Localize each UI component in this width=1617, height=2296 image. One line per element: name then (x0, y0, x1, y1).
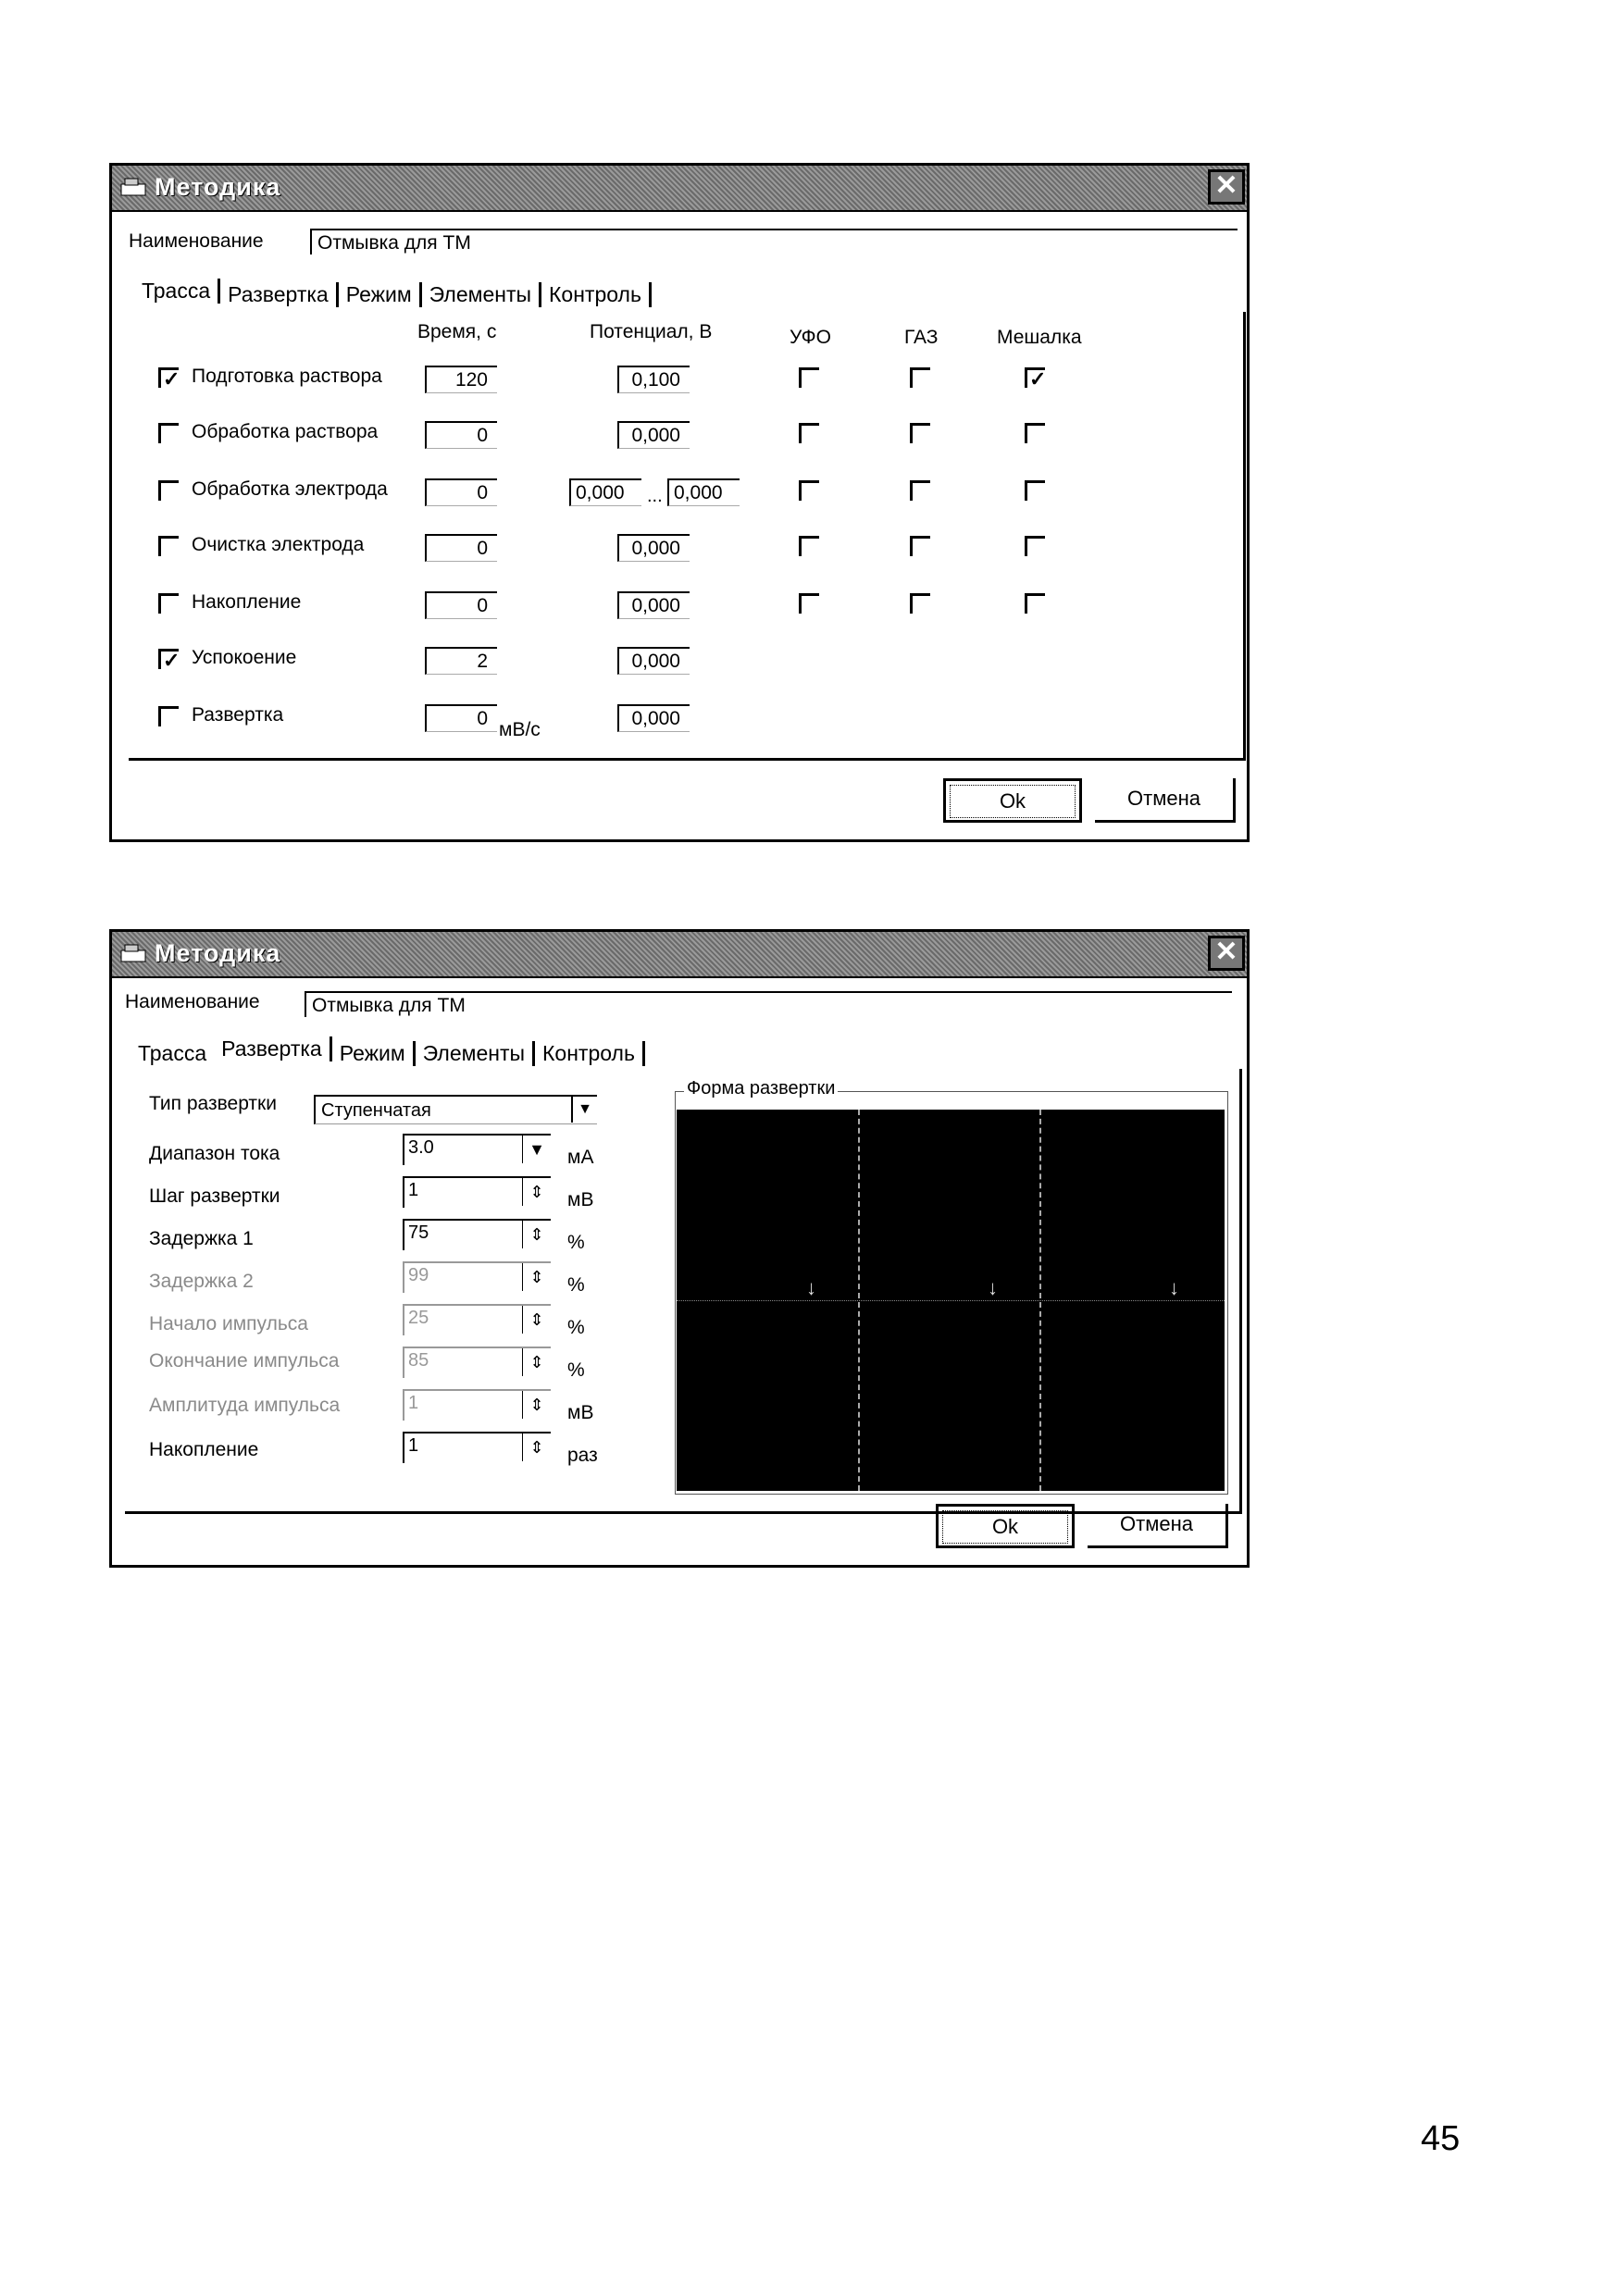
row-label: Обработка электрода (192, 478, 388, 500)
potential-from-field[interactable]: 0,000 (569, 478, 641, 506)
tab-trace[interactable]: Трасса (134, 279, 220, 304)
potential-field[interactable]: 0,000 (617, 534, 690, 562)
column-stirrer: Мешалка (997, 327, 1082, 348)
param-value: 85 (408, 1350, 429, 1371)
methodology-dialog-sweep (109, 929, 1250, 1568)
row-electrode-checkbox[interactable] (158, 480, 179, 501)
chevron-down-icon[interactable]: ▼ (571, 1097, 597, 1123)
app-icon (119, 943, 147, 963)
gas-checkbox[interactable] (910, 423, 930, 443)
param-label: Диапазон тока (149, 1143, 280, 1164)
gas-checkbox[interactable] (910, 367, 930, 388)
time-field[interactable]: 120 (425, 366, 497, 393)
param-unit: % (567, 1359, 585, 1381)
sweep-form-preview (677, 1110, 1225, 1491)
cancel-button[interactable]: Отмена (1095, 778, 1236, 823)
chevron-down-icon[interactable]: ▼ (522, 1136, 551, 1163)
range-separator: ... (647, 486, 663, 506)
param-value: 3.0 (408, 1137, 434, 1158)
name-input[interactable]: Отмывка для ТМ (305, 991, 582, 1017)
param-value: 25 (408, 1308, 429, 1328)
time-field[interactable]: 0 (425, 478, 497, 506)
window-title: Методика (155, 173, 281, 201)
row-label: Подготовка раствора (192, 366, 382, 387)
column-gas: ГАЗ (904, 327, 939, 348)
row-label: Накопление (192, 591, 302, 613)
time-field[interactable]: 2 (425, 647, 497, 675)
panel-border-right (1239, 1069, 1242, 1513)
param-label: Шаг развертки (149, 1185, 280, 1207)
param-unit: % (567, 1317, 585, 1338)
panel-border-bottom (129, 758, 1246, 761)
name-input-border (588, 229, 1238, 230)
column-ufo: УФО (790, 327, 831, 348)
row-label: Развертка (192, 704, 284, 726)
param-label: Задержка 1 (149, 1228, 254, 1249)
spinner-arrows-icon[interactable]: ⇕ (522, 1263, 551, 1291)
sweep-step-spinner[interactable] (403, 1176, 551, 1208)
param-value: 99 (408, 1265, 429, 1285)
baseline (677, 1300, 1225, 1301)
ok-button-label: Ok (942, 1510, 1068, 1544)
pulse-start-spinner[interactable] (403, 1304, 551, 1335)
row-cleaning-checkbox[interactable] (158, 536, 179, 556)
delay1-spinner[interactable] (403, 1219, 551, 1250)
name-input[interactable]: Отмывка для ТМ (310, 229, 588, 254)
ufo-checkbox[interactable] (799, 480, 819, 501)
param-label: Окончание импульса (149, 1350, 340, 1371)
stirrer-checkbox[interactable] (1025, 536, 1045, 556)
name-input-border (582, 991, 1232, 993)
param-unit: мВ (567, 1189, 594, 1210)
spinner-arrows-icon[interactable]: ⇕ (522, 1221, 551, 1248)
param-value: 75 (408, 1222, 429, 1243)
tab-elements[interactable]: Элементы (416, 1041, 535, 1066)
potential-field[interactable]: 0,000 (617, 704, 690, 732)
tab-elements[interactable]: Элементы (422, 282, 541, 307)
sweep-rate-field[interactable]: 0 (425, 704, 497, 732)
ufo-checkbox[interactable] (799, 536, 819, 556)
title-bar[interactable] (112, 166, 1247, 212)
window-title: Методика (155, 939, 281, 967)
param-label: Амплитуда импульса (149, 1395, 341, 1416)
methodology-dialog-trace (109, 163, 1250, 842)
tab-mode[interactable]: Режим (339, 282, 422, 307)
param-label: Задержка 2 (149, 1271, 254, 1292)
spinner-arrows-icon[interactable]: ⇕ (522, 1391, 551, 1419)
row-label: Обработка раствора (192, 421, 379, 442)
title-bar[interactable] (112, 932, 1247, 978)
spinner-arrows-icon[interactable]: ⇕ (522, 1348, 551, 1376)
param-unit: раз (567, 1445, 598, 1466)
row-settling-checkbox[interactable]: ✓ (158, 649, 179, 669)
potential-to-field[interactable]: 0,000 (667, 478, 740, 506)
name-label: Наименование (125, 991, 260, 1012)
pulse-end-spinner[interactable] (403, 1347, 551, 1378)
close-icon[interactable]: ✕ (1208, 936, 1245, 971)
sweep-type-select[interactable] (314, 1095, 597, 1124)
delay2-spinner[interactable] (403, 1261, 551, 1293)
potential-field[interactable]: 0,000 (617, 647, 690, 675)
potential-field[interactable]: 0,000 (617, 591, 690, 619)
potential-field[interactable]: 0,000 (617, 421, 690, 449)
arrow-down-icon: ↓ (806, 1276, 816, 1299)
tab-control[interactable]: Контроль (541, 282, 652, 307)
row-label: Очистка электрода (192, 534, 365, 555)
time-field[interactable]: 0 (425, 534, 497, 562)
column-time: Время, с (417, 321, 497, 342)
stirrer-checkbox[interactable] (1025, 423, 1045, 443)
row-solution-checkbox[interactable] (158, 423, 179, 443)
stirrer-checkbox[interactable] (1025, 480, 1045, 501)
cancel-button[interactable]: Отмена (1088, 1504, 1228, 1548)
param-unit: мВ (567, 1402, 594, 1423)
param-unit: % (567, 1274, 585, 1296)
param-value: 1 (408, 1435, 419, 1456)
row-prep-checkbox[interactable]: ✓ (158, 367, 179, 388)
param-value: 1 (408, 1180, 419, 1200)
spinner-arrows-icon[interactable]: ⇕ (522, 1433, 551, 1461)
close-icon[interactable]: ✕ (1208, 169, 1245, 205)
sweep-type-value: Ступенчатая (321, 1100, 431, 1121)
param-value: 1 (408, 1393, 419, 1413)
time-field[interactable]: 0 (425, 591, 497, 619)
tab-control[interactable]: Контроль (535, 1041, 645, 1066)
current-range-select[interactable] (403, 1134, 551, 1165)
name-label: Наименование (129, 230, 264, 252)
tab-strip (134, 279, 652, 307)
column-potential: Потенциал, В (590, 321, 713, 342)
spinner-arrows-icon[interactable]: ⇕ (522, 1306, 551, 1334)
row-sweep-checkbox[interactable] (158, 706, 179, 726)
param-label: Начало импульса (149, 1313, 308, 1334)
panel-border-right (1243, 312, 1246, 760)
arrow-down-icon: ↓ (988, 1276, 998, 1299)
row-label: Успокоение (192, 647, 297, 668)
gas-checkbox[interactable] (910, 593, 930, 614)
page-number: 45 (1421, 2119, 1461, 2158)
param-label: Накопление (149, 1439, 259, 1460)
ufo-checkbox[interactable] (799, 593, 819, 614)
tab-sweep[interactable]: Развертка (220, 282, 339, 307)
ok-button-label: Ok (950, 785, 1076, 818)
time-field[interactable]: 0 (425, 421, 497, 449)
spinner-arrows-icon[interactable]: ⇕ (522, 1178, 551, 1206)
gas-checkbox[interactable] (910, 536, 930, 556)
param-unit: мА (567, 1147, 594, 1168)
sweep-rate-unit: мВ/с (499, 719, 541, 740)
app-icon (119, 177, 147, 197)
pulse-amplitude-spinner[interactable] (403, 1389, 551, 1421)
ufo-checkbox[interactable] (799, 423, 819, 443)
tab-mode[interactable]: Режим (332, 1041, 416, 1066)
arrow-down-icon: ↓ (1169, 1276, 1179, 1299)
ufo-checkbox[interactable] (799, 367, 819, 388)
potential-field[interactable]: 0,100 (617, 366, 690, 393)
accumulation-spinner[interactable] (403, 1432, 551, 1463)
sweep-type-label: Тип развертки (149, 1093, 277, 1114)
tab-strip (131, 1036, 645, 1066)
row-accumulation-checkbox[interactable] (158, 593, 179, 614)
param-unit: % (567, 1232, 585, 1253)
ok-button[interactable] (936, 1504, 1075, 1548)
stirrer-checkbox[interactable]: ✓ (1025, 367, 1045, 388)
gas-checkbox[interactable] (910, 480, 930, 501)
tab-sweep[interactable]: Развертка (214, 1036, 332, 1061)
stirrer-checkbox[interactable] (1025, 593, 1045, 614)
ok-button[interactable] (943, 778, 1082, 823)
tab-trace[interactable]: Трасса (138, 1041, 207, 1065)
sweep-form-title: Форма развертки (684, 1078, 838, 1099)
